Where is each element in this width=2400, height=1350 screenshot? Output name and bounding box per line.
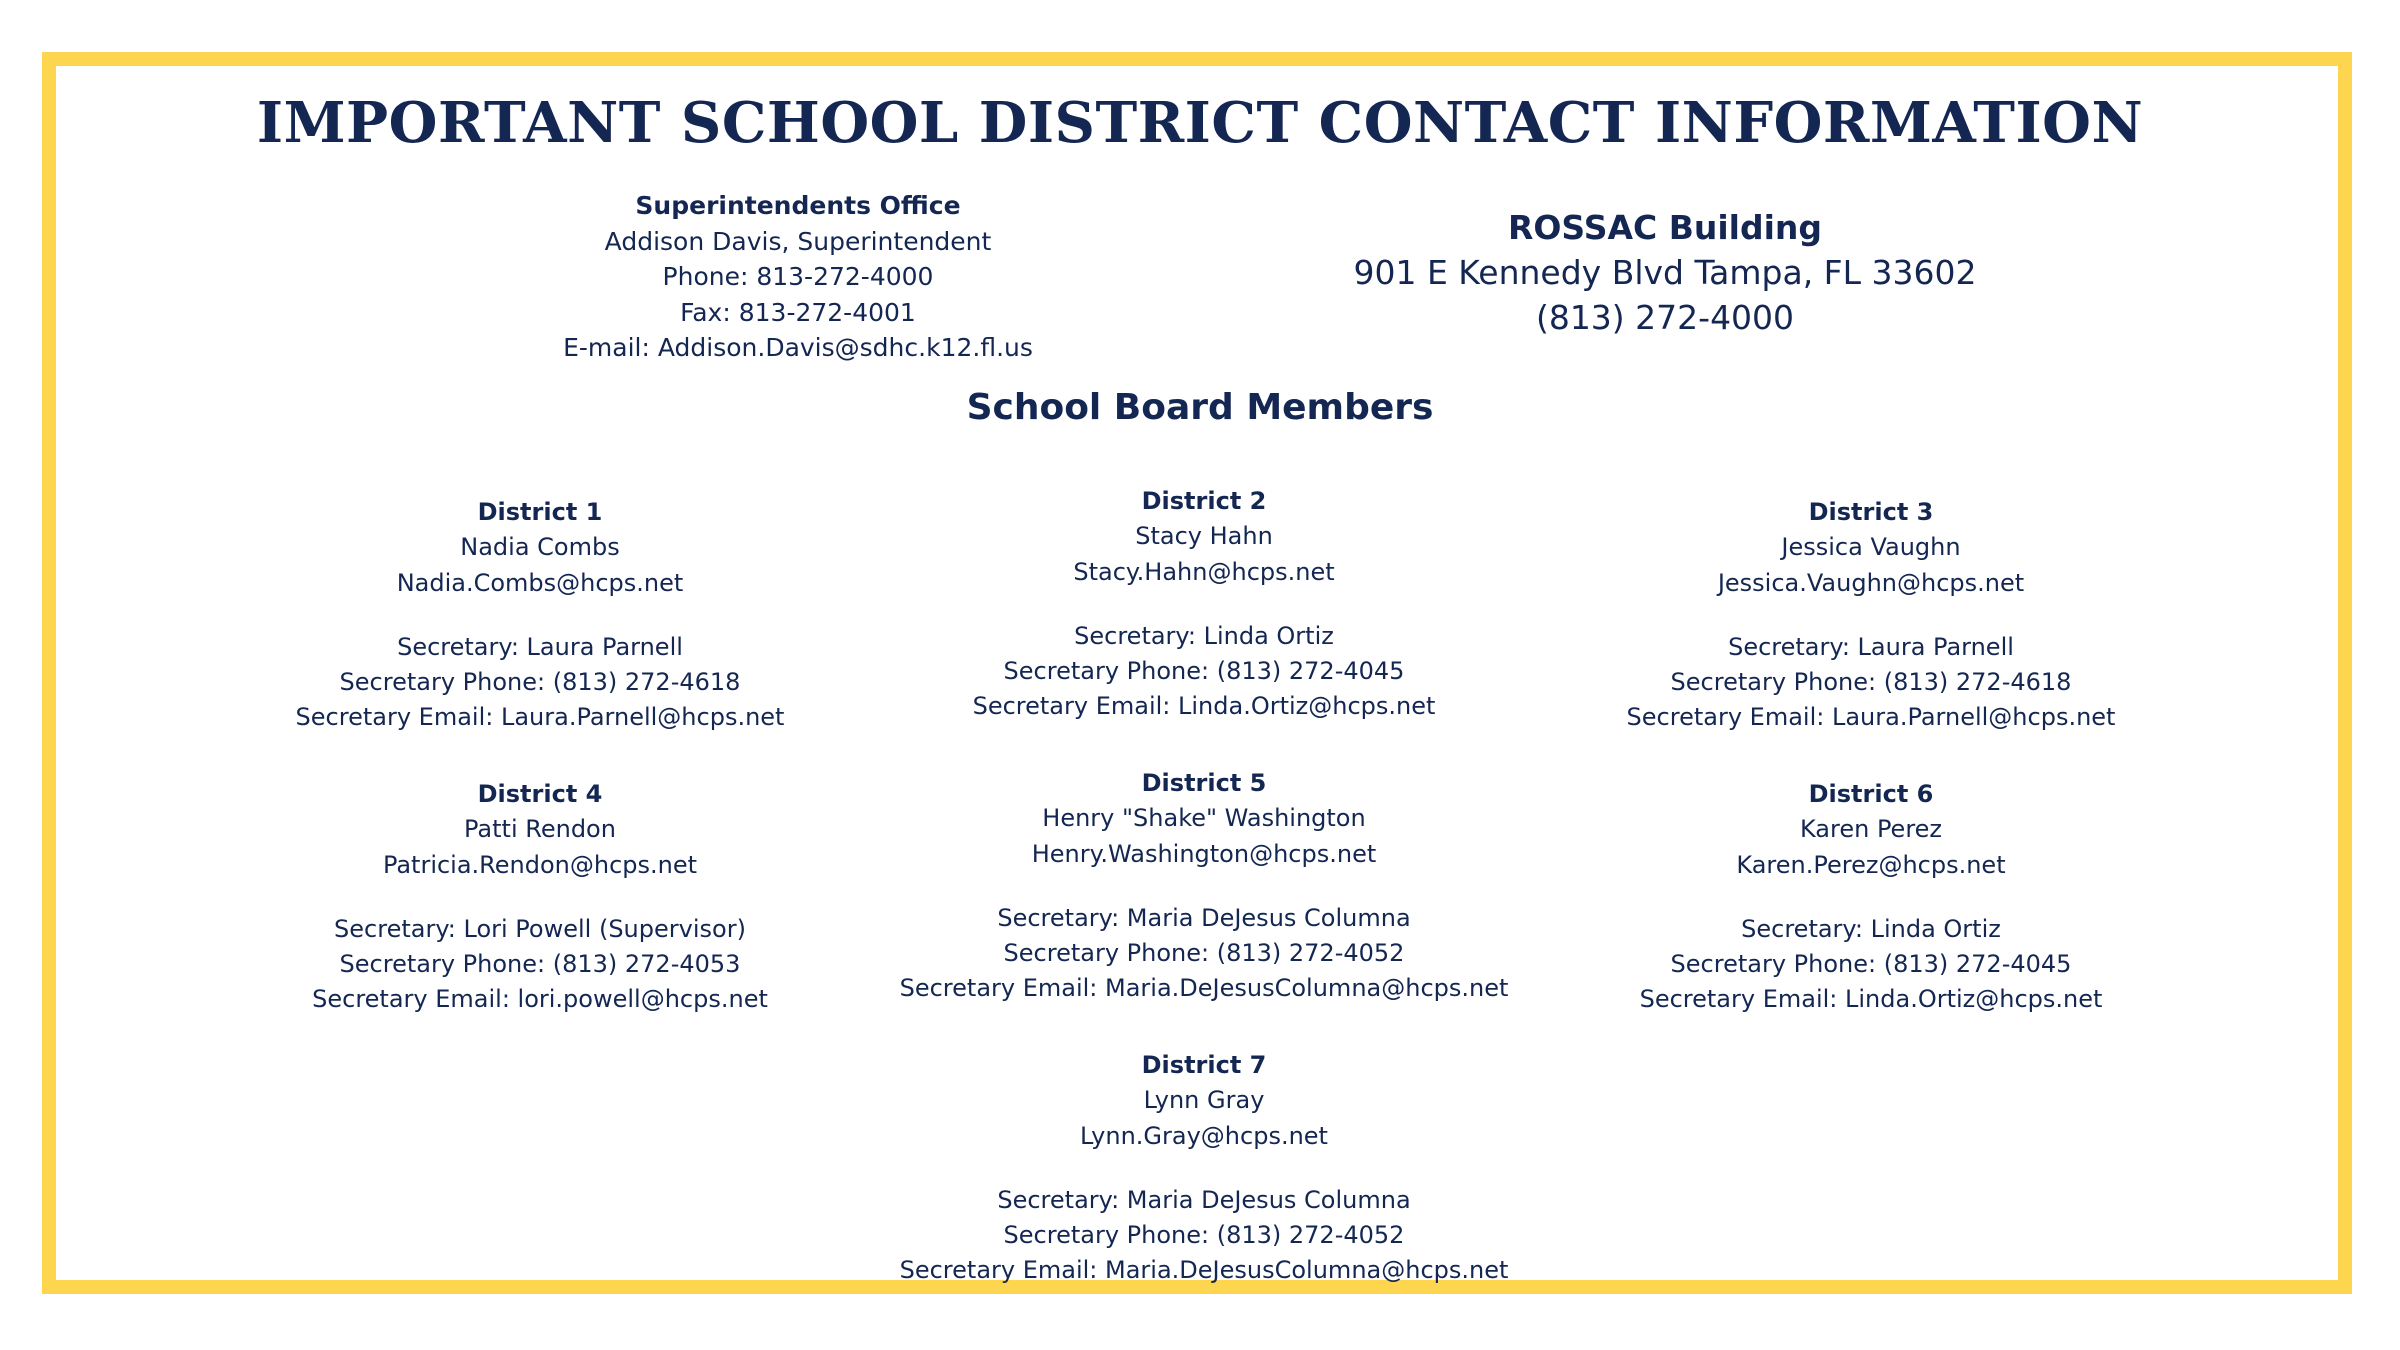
rossac-address: 901 E Kennedy Blvd Tampa, FL 33602 <box>1353 253 1977 292</box>
spacer <box>900 872 1509 901</box>
spacer <box>973 590 1436 619</box>
member-email: Jessica.Vaughn@hcps.net <box>1717 568 2025 597</box>
member-name: Patti Rendon <box>464 815 616 844</box>
spacer <box>296 601 785 630</box>
district-2-block <box>973 484 1436 725</box>
secretary-email: Secretary Email: lori.powell@hcps.net <box>312 985 768 1014</box>
secretary-email: Secretary Email: Maria.DeJesusColumna@hcps.net <box>899 1256 1509 1285</box>
superintendent-heading: Superintendents Office <box>635 191 961 220</box>
rossac-heading: ROSSAC Building <box>1507 208 1823 247</box>
member-email: Lynn.Gray@hcps.net <box>1080 1121 1328 1150</box>
secretary-name: Secretary: Linda Ortiz <box>1741 914 2001 943</box>
secretary-phone: Secretary Phone: (813) 272-4045 <box>1003 657 1405 686</box>
secretary-name: Secretary: Linda Ortiz <box>1074 621 1334 650</box>
secretary-phone: Secretary Phone: (813) 272-4618 <box>1670 668 2072 697</box>
district-6-block <box>1640 777 2103 1018</box>
secretary-email: Secretary Email: Laura.Parnell@hcps.net <box>295 703 785 732</box>
district-heading: District 1 <box>477 498 603 526</box>
secretary-name: Secretary: Maria DeJesus Columna <box>997 903 1411 932</box>
superintendent-fax: Fax: 813-272-4001 <box>680 297 916 327</box>
secretary-email: Secretary Email: Linda.Ortiz@hcps.net <box>1639 985 2103 1014</box>
rossac-building-block <box>1353 205 1976 340</box>
member-email: Karen.Perez@hcps.net <box>1736 850 2006 879</box>
member-name: Stacy Hahn <box>1135 522 1273 551</box>
secretary-phone: Secretary Phone: (813) 272-4052 <box>1003 939 1405 968</box>
secretary-phone: Secretary Phone: (813) 272-4053 <box>339 950 741 979</box>
member-name: Lynn Gray <box>1143 1086 1265 1115</box>
superintendent-name: Addison Davis, Superintendent <box>604 226 992 256</box>
superintendent-phone: Phone: 813-272-4000 <box>662 262 934 291</box>
member-email: Stacy.Hahn@hcps.net <box>1073 557 1335 586</box>
spacer <box>312 883 768 912</box>
secretary-phone: Secretary Phone: (813) 272-4618 <box>339 668 741 697</box>
secretary-name: Secretary: Laura Parnell <box>397 632 683 661</box>
member-name: Nadia Combs <box>460 533 620 562</box>
district-heading: District 2 <box>1141 487 1267 515</box>
secretary-phone: Secretary Phone: (813) 272-4045 <box>1670 950 2072 979</box>
member-email: Patricia.Rendon@hcps.net <box>382 850 698 879</box>
spacer <box>900 1154 1509 1183</box>
rossac-phone: (813) 272-4000 <box>1535 298 1795 337</box>
secretary-name: Secretary: Lori Powell (Supervisor) <box>334 914 746 943</box>
secretary-email: Secretary Email: Laura.Parnell@hcps.net <box>1626 703 2116 732</box>
spacer <box>1640 883 2103 912</box>
secretary-email: Secretary Email: Linda.Ortiz@hcps.net <box>972 692 1436 721</box>
page-title: IMPORTANT SCHOOL DISTRICT CONTACT INFORMATION <box>256 90 2144 156</box>
member-email: Nadia.Combs@hcps.net <box>396 568 684 597</box>
superintendent-office-block <box>563 188 1033 366</box>
member-email: Henry.Washington@hcps.net <box>1031 839 1377 868</box>
district-4-block <box>312 777 768 1018</box>
district-1-block <box>296 495 785 736</box>
secretary-phone: Secretary Phone: (813) 272-4052 <box>1003 1221 1405 1250</box>
secretary-name: Secretary: Maria DeJesus Columna <box>997 1185 1411 1214</box>
district-7-block <box>900 1048 1509 1289</box>
district-heading: District 4 <box>477 780 603 808</box>
member-name: Henry "Shake" Washington <box>1042 804 1366 833</box>
district-heading: District 7 <box>1141 1051 1267 1079</box>
secretary-email: Secretary Email: Maria.DeJesusColumna@hcps.net <box>899 974 1509 1003</box>
district-heading: District 3 <box>1808 498 1934 526</box>
spacer <box>1627 601 2116 630</box>
district-5-block <box>900 766 1509 1007</box>
school-board-heading: School Board Members <box>966 387 1434 428</box>
member-name: Jessica Vaughn <box>1781 533 1961 562</box>
district-3-block <box>1627 495 2116 736</box>
member-name: Karen Perez <box>1799 815 1943 844</box>
district-heading: District 6 <box>1808 780 1934 808</box>
superintendent-email: E-mail: Addison.Davis@sdhc.k12.fl.us <box>563 333 1033 362</box>
district-heading: District 5 <box>1141 769 1267 797</box>
secretary-name: Secretary: Laura Parnell <box>1728 632 2014 661</box>
